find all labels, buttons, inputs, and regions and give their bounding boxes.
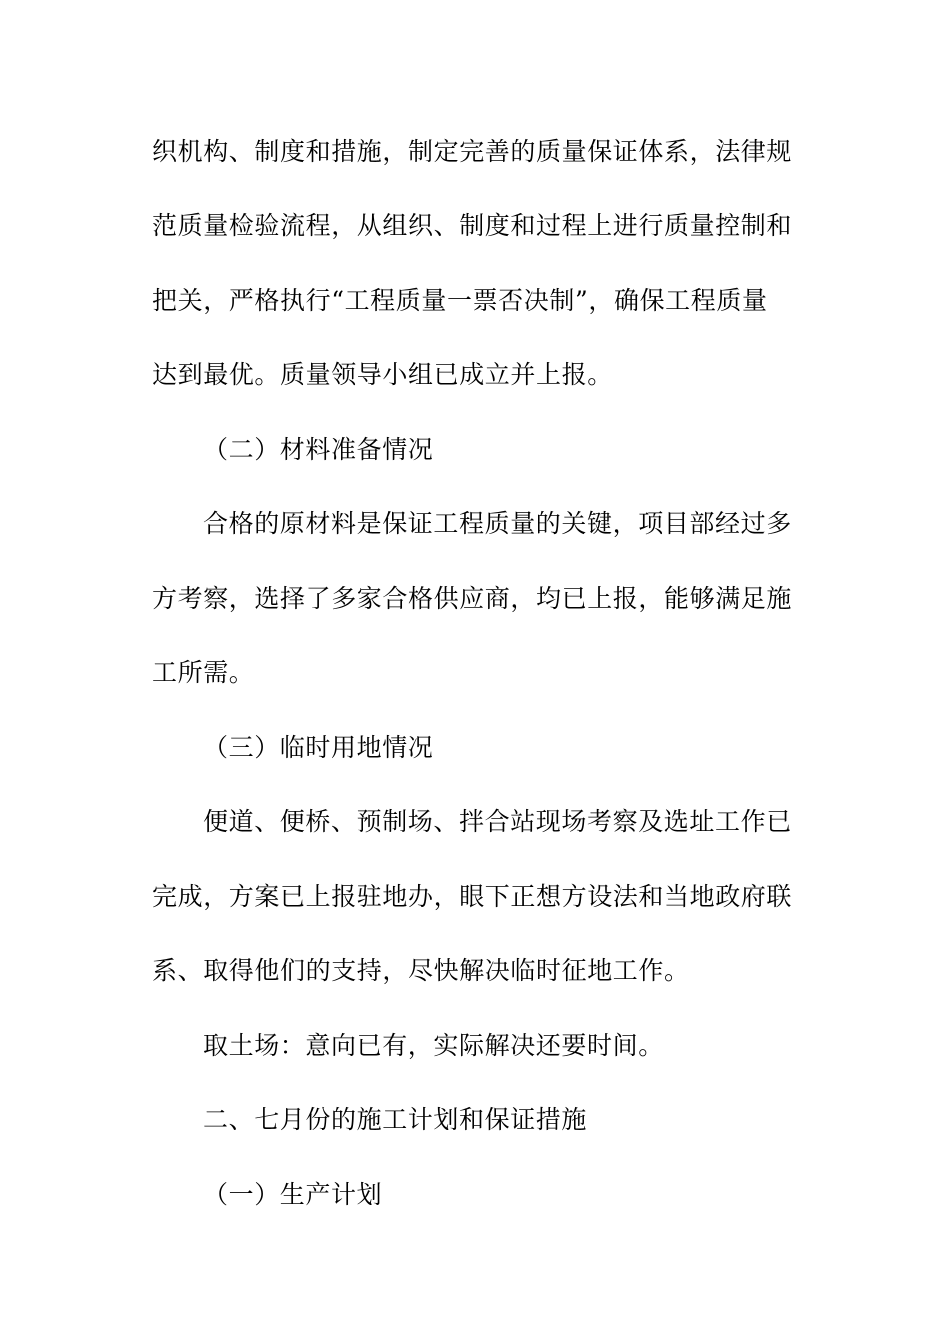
paragraph-line: 便道、便桥、预制场、拌合站现场考察及选址工作已 xyxy=(203,807,792,836)
paragraph-line: 取土场：意向已有，实际解决还要时间。 xyxy=(203,1031,664,1060)
paragraph-line: 织机构、制度和措施，制定完善的质量保证体系，法律规 xyxy=(152,137,793,166)
paragraph-line: 把关，严格执行“工程质量一票否决制”，确保工程质量 xyxy=(152,286,768,315)
paragraph-line: 工所需。 xyxy=(152,658,255,687)
paragraph-line: 范质量检验流程，从组织、制度和过程上进行质量控制和 xyxy=(152,211,793,240)
paragraph-line: 方考察，选择了多家合格供应商，均已上报，能够满足施 xyxy=(152,584,793,613)
paragraph-line: 完成，方案已上报驻地办，眼下正想方设法和当地政府联 xyxy=(152,882,793,911)
paragraph-line: 合格的原材料是保证工程质量的关键，项目部经过多 xyxy=(203,509,792,538)
section-heading: （一）生产计划 xyxy=(203,1180,383,1209)
paragraph-line: 达到最优。质量领导小组已成立并上报。 xyxy=(152,360,613,389)
section-heading: （三）临时用地情况 xyxy=(203,733,434,762)
paragraph-line: 系、取得他们的支持，尽快解决临时征地工作。 xyxy=(152,956,690,985)
section-heading: 二、七月份的施工计划和保证措施 xyxy=(203,1105,588,1134)
section-heading: （二）材料准备情况 xyxy=(203,435,434,464)
